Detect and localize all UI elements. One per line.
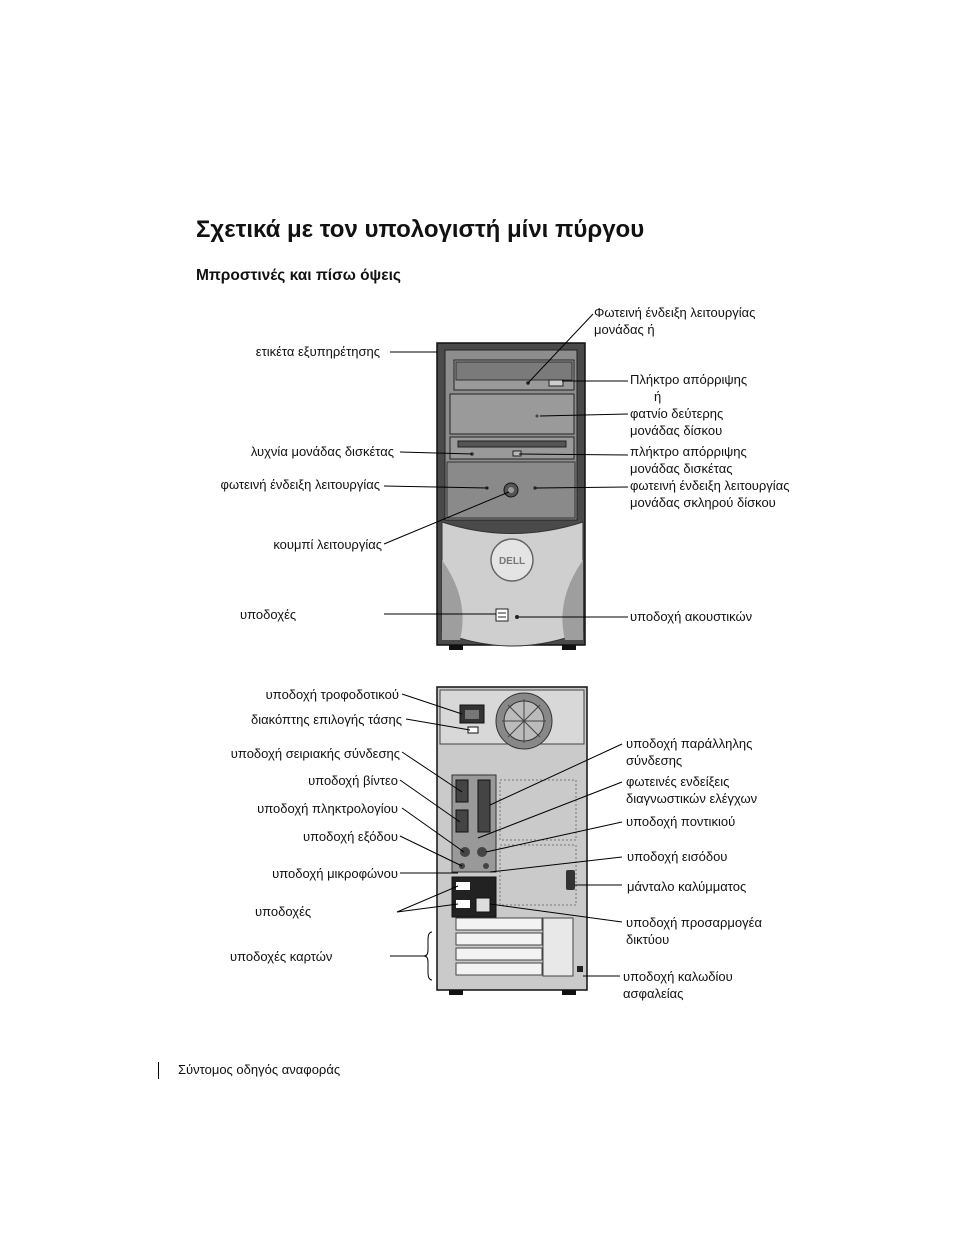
label-line-in: υποδοχή εισόδου <box>627 849 728 864</box>
label-serial-connector: υποδοχή σειριακής σύνδεσης <box>230 746 400 761</box>
label-keyboard-connector: υποδοχή πληκτρολογίου <box>257 801 398 816</box>
front-tower <box>437 343 585 650</box>
label-diagnostic-lights: φωτεινές ενδείξεις διαγνωστικών ελέγχων <box>626 774 758 806</box>
footer-divider <box>158 1062 159 1079</box>
dell-logo: DELL <box>498 556 526 567</box>
label-headphone-jack: υποδοχή ακουστικών <box>630 609 753 624</box>
label-voltage-switch: διακόπτης επιλογής τάσης <box>250 712 402 727</box>
section-subtitle: Μπροστινές και πίσω όψεις <box>196 267 401 284</box>
label-service-tag: ετικέτα εξυπηρέτησης <box>255 344 380 359</box>
label-floppy-eject: πλήκτρο απόρριψης μονάδας δισκέτας <box>630 444 747 476</box>
label-security-cable: υποδοχή καλωδίου ασφαλείας <box>623 969 733 1001</box>
label-card-slots: υποδοχές καρτών <box>230 949 333 964</box>
label-line-out: υποδοχή εξόδου <box>303 829 398 844</box>
footer-text: Σύντομος οδηγός αναφοράς <box>178 1062 341 1077</box>
label-floppy-light: λυχνία μονάδας δισκέτας <box>250 444 394 459</box>
label-video-connector: υποδοχή βίντεο <box>308 773 398 788</box>
label-power-light: φωτεινή ένδειξη λειτουργίας <box>220 477 380 492</box>
label-drive-activity-light: Φωτεινή ένδειξη λειτουργίας μονάδας ή <box>594 305 756 337</box>
label-cover-latch: μάνταλο καλύμματος <box>627 879 747 894</box>
label-parallel-connector: υποδοχή παράλληλης σύνδεσης <box>626 736 753 768</box>
label-network-adapter: υποδοχή προσαρμογέα δικτύου <box>626 915 762 947</box>
back-tower <box>437 687 587 995</box>
label-second-bay: φατνίο δεύτερης μονάδας δίσκου <box>630 406 724 438</box>
label-front-usb: υποδοχές <box>240 607 297 622</box>
label-microphone: υποδοχή μικροφώνου <box>272 866 398 881</box>
label-mouse-connector: υποδοχή ποντικιού <box>626 814 736 829</box>
label-back-usb: υποδοχές <box>255 904 312 919</box>
label-hdd-light: φωτεινή ένδειξη λειτουργίας μονάδας σκληρού δίσκου <box>630 478 790 510</box>
label-power-button: κουμπί λειτουργίας <box>273 537 382 552</box>
label-power-connector: υποδοχή τροφοδοτικού <box>265 687 399 702</box>
page-title: Σχετικά με τον υπολογιστή μίνι πύργου <box>196 216 645 243</box>
label-eject-button: Πλήκτρο απόρριψης ή <box>630 372 748 404</box>
